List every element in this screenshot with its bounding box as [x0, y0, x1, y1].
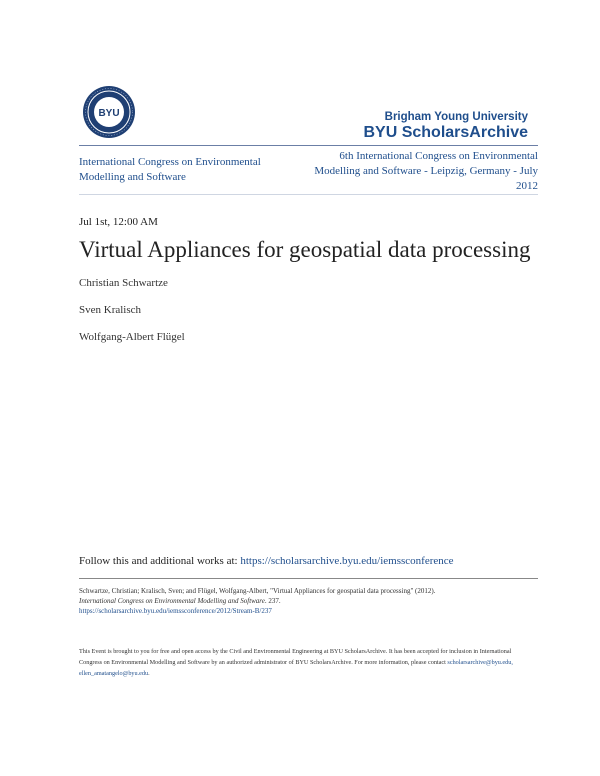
notice-text: This Event is brought to you for free and open access by the Civil and Environmental Engineering at BYU ScholarsArchive. It has been accepted for inclusion in International Congress on Environmental Modelling and Software by an authorized administrator of BYU ScholarsArchive. For more information, please contact: [79, 648, 512, 666]
event-date: Jul 1st, 12:00 AM: [79, 216, 158, 228]
follow-line: [79, 555, 454, 567]
contact-email-links[interactable]: scholarsarchive@byu.edu, ellen_amatangelo@byu.edu: [79, 659, 513, 677]
header-divider-2: [79, 194, 538, 195]
citation-venue: International Congress on Environmental Modelling and Software: [79, 597, 265, 605]
author-3[interactable]: Wolfgang-Albert Flügel: [79, 331, 185, 343]
seal-text: BYU: [98, 108, 120, 119]
article-title: Virtual Appliances for geospatial data processing: [79, 237, 531, 262]
event-link[interactable]: 6th International Congress on Environmental Modelling and Software - Leipzig, Germany - July 2012: [314, 150, 538, 192]
citation-url-link[interactable]: https://scholarsarchive.byu.edu/iemssconference/2012/Stream-B/237: [79, 607, 272, 615]
brand-block: [363, 111, 528, 142]
series-link[interactable]: International Congress on Environmental Modelling and Software: [79, 156, 261, 183]
header-divider: [79, 145, 538, 146]
recommended-citation: [79, 586, 529, 616]
university-name: Brigham Young University: [384, 111, 528, 123]
byu-seal-logo: [82, 85, 136, 139]
author-2[interactable]: Sven Kralisch: [79, 304, 142, 316]
follow-url-link[interactable]: https://scholarsarchive.byu.edu/iemssconference: [240, 555, 454, 567]
notice-end: .: [148, 670, 150, 677]
follow-label: Follow this and additional works at:: [79, 555, 241, 567]
author-1[interactable]: Christian Schwartze: [79, 277, 168, 289]
citation-number: . 237.: [264, 597, 281, 605]
access-notice: [79, 646, 529, 679]
citation-divider: [79, 578, 538, 579]
citation-text: Schwartze, Christian; Kralisch, Sven; and Flügel, Wolfgang-Albert, "Virtual Appliances for geospatial data processing" (2012).: [79, 587, 436, 595]
archive-name[interactable]: BYU ScholarsArchive: [363, 124, 528, 141]
